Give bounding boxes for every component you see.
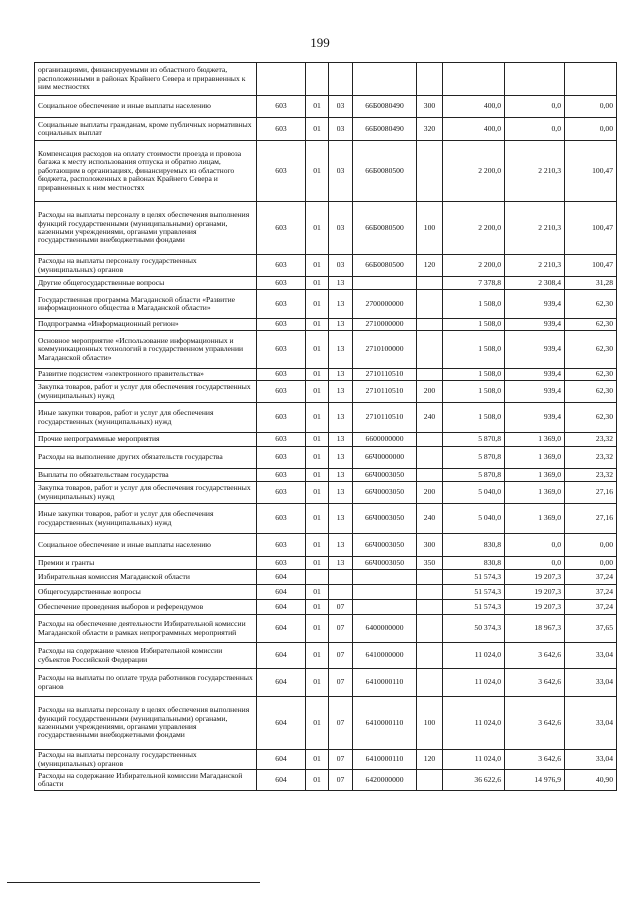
section-code: 01 [306,615,329,643]
subsection-code: 13 [329,557,353,570]
actual-amount: 0,0 [505,557,565,570]
row-name: Избирательная комиссия Магаданской области [35,570,257,585]
table-row [35,669,617,697]
table-row [35,600,617,615]
actual-amount: 939,4 [505,290,565,319]
row-name: Расходы на выплаты персоналу государственных (муниципальных) органов [35,750,257,770]
execution-percent: 23,32 [565,447,617,469]
execution-percent: 62,30 [565,319,617,331]
row-name: Подпрограмма «Информационный регион» [35,319,257,331]
table-row [35,63,617,96]
row-name: Социальное обеспечение и иные выплаты населению [35,534,257,557]
subsection-code: 03 [329,255,353,277]
expense-type-code [417,469,443,482]
row-name: Выплаты по обязательствам государства [35,469,257,482]
actual-amount: 18 967,3 [505,615,565,643]
planned-amount: 1 508,0 [443,331,505,369]
section-code: 01 [306,504,329,534]
planned-amount: 11 024,0 [443,669,505,697]
actual-amount: 0,0 [505,96,565,118]
section-code: 01 [306,433,329,447]
section-code [306,570,329,585]
actual-amount: 2 210,3 [505,141,565,202]
subsection-code: 07 [329,615,353,643]
expense-type-code: 240 [417,504,443,534]
actual-amount: 1 369,0 [505,447,565,469]
subsection-code: 13 [329,290,353,319]
execution-percent: 62,30 [565,369,617,381]
subsection-code: 13 [329,331,353,369]
subsection-code: 13 [329,277,353,290]
ved-code: 603 [257,482,306,504]
table-row [35,469,617,482]
actual-amount: 19 207,3 [505,600,565,615]
actual-amount: 939,4 [505,369,565,381]
expense-type-code: 200 [417,482,443,504]
target-article-code: 2700000000 [353,290,417,319]
section-code: 01 [306,381,329,403]
execution-percent: 62,30 [565,403,617,433]
row-name: Компенсация расходов на оплату стоимости проезда и провоза багажа к месту использования отпуска и обратно лицам, работающим в организациях, финансируемых из областного бюджета, расположенных в районах Крайнего Севера и приравненных к ним местностях [35,141,257,202]
table-row [35,277,617,290]
planned-amount: 1 508,0 [443,319,505,331]
planned-amount: 1 508,0 [443,369,505,381]
ved-code: 603 [257,469,306,482]
subsection-code: 03 [329,96,353,118]
row-name: Обеспечение проведения выборов и референдумов [35,600,257,615]
execution-percent: 23,32 [565,469,617,482]
ved-code: 603 [257,403,306,433]
actual-amount: 939,4 [505,403,565,433]
actual-amount: 1 369,0 [505,433,565,447]
expense-type-code: 350 [417,557,443,570]
table-row [35,141,617,202]
row-name: Иные закупки товаров, работ и услуг для обеспечения государственных (муниципальных) нужд [35,403,257,433]
row-name: Закупка товаров, работ и услуг для обеспечения государственных (муниципальных) нужд [35,482,257,504]
row-name: Расходы на содержание членов Избирательной комиссии субъектов Российской Федерации [35,643,257,669]
subsection-code: 07 [329,600,353,615]
expense-type-code: 300 [417,96,443,118]
subsection-code: 13 [329,447,353,469]
subsection-code [329,570,353,585]
row-name: Социальное обеспечение и иные выплаты населению [35,96,257,118]
section-code [306,63,329,96]
section-code: 01 [306,643,329,669]
planned-amount: 51 574,3 [443,585,505,600]
table-row [35,118,617,141]
subsection-code: 13 [329,319,353,331]
target-article-code: 2710110510 [353,403,417,433]
target-article-code: 6600000000 [353,433,417,447]
subsection-code: 13 [329,534,353,557]
section-code: 01 [306,585,329,600]
actual-amount: 14 976,9 [505,770,565,791]
target-article-code: 2710100000 [353,331,417,369]
ved-code: 603 [257,381,306,403]
ved-code: 604 [257,770,306,791]
target-article-code: 6400000000 [353,615,417,643]
subsection-code: 13 [329,504,353,534]
ved-code: 603 [257,557,306,570]
table-row [35,403,617,433]
expense-type-code [417,433,443,447]
row-name: Расходы на выплаты персоналу в целях обеспечения выполнения функций государственными (муниципальными) органами, казенными учреждениями, органами управления государственными внебюджетными фондами [35,202,257,255]
target-article-code: 6410000000 [353,643,417,669]
planned-amount: 5 870,8 [443,433,505,447]
subsection-code: 07 [329,697,353,750]
row-name: Прочие непрограммные мероприятия [35,433,257,447]
expense-type-code: 300 [417,534,443,557]
target-article-code [353,570,417,585]
section-code: 01 [306,770,329,791]
actual-amount: 1 369,0 [505,504,565,534]
ved-code: 603 [257,504,306,534]
actual-amount: 2 308,4 [505,277,565,290]
target-article-code [353,600,417,615]
table-row [35,202,617,255]
row-name: Социальные выплаты гражданам, кроме публичных нормативных социальных выплат [35,118,257,141]
actual-amount: 19 207,3 [505,570,565,585]
expense-type-code [417,319,443,331]
expense-type-code [417,369,443,381]
target-article-code: 66Ч0003050 [353,482,417,504]
table-row [35,319,617,331]
actual-amount: 3 642,6 [505,697,565,750]
planned-amount: 400,0 [443,118,505,141]
expense-type-code [417,447,443,469]
planned-amount: 5 040,0 [443,504,505,534]
subsection-code: 03 [329,141,353,202]
row-name: Расходы на обеспечение деятельности Избирательной комиссии Магаданской области в рамках непрограммных мероприятий [35,615,257,643]
row-name: организациями, финансируемыми из областного бюджета, расположенными в районах Крайнего Севера и приравненных к ним местностях [35,63,257,96]
planned-amount: 1 508,0 [443,403,505,433]
ved-code: 603 [257,96,306,118]
ved-code: 604 [257,585,306,600]
expense-type-code: 100 [417,202,443,255]
planned-amount: 51 574,3 [443,570,505,585]
ved-code: 603 [257,447,306,469]
subsection-code: 13 [329,482,353,504]
target-article-code: 6410000110 [353,750,417,770]
planned-amount [443,63,505,96]
table-row [35,255,617,277]
row-name: Государственная программа Магаданской области «Развитие информационного общества в Магаданской области» [35,290,257,319]
table-row [35,290,617,319]
target-article-code [353,585,417,600]
ved-code: 603 [257,255,306,277]
section-code: 01 [306,750,329,770]
row-name: Другие общегосударственные вопросы [35,277,257,290]
section-code: 01 [306,482,329,504]
subsection-code: 13 [329,369,353,381]
planned-amount: 2 200,0 [443,202,505,255]
section-code: 01 [306,557,329,570]
actual-amount: 2 210,3 [505,202,565,255]
expense-type-code [417,63,443,96]
table-row [35,482,617,504]
actual-amount: 3 642,6 [505,669,565,697]
footer-rule [7,882,260,883]
expense-type-code [417,585,443,600]
target-article-code: 2710000000 [353,319,417,331]
target-article-code: 6420000000 [353,770,417,791]
target-article-code: 66Б0080500 [353,202,417,255]
execution-percent [565,63,617,96]
ved-code: 604 [257,750,306,770]
table-row [35,369,617,381]
expense-type-code [417,290,443,319]
row-name: Иные закупки товаров, работ и услуг для обеспечения государственных (муниципальных) нужд [35,504,257,534]
ved-code: 604 [257,615,306,643]
planned-amount: 11 024,0 [443,750,505,770]
ved-code: 603 [257,277,306,290]
expense-type-code: 240 [417,403,443,433]
target-article-code: 66Ч0003050 [353,534,417,557]
execution-percent: 0,00 [565,118,617,141]
subsection-code: 13 [329,403,353,433]
planned-amount: 1 508,0 [443,290,505,319]
section-code: 01 [306,141,329,202]
execution-percent: 62,30 [565,290,617,319]
section-code: 01 [306,96,329,118]
actual-amount: 939,4 [505,381,565,403]
subsection-code: 13 [329,381,353,403]
section-code: 01 [306,369,329,381]
planned-amount: 830,8 [443,534,505,557]
execution-percent: 37,24 [565,600,617,615]
table-row [35,331,617,369]
ved-code: 603 [257,369,306,381]
section-code: 01 [306,600,329,615]
subsection-code [329,585,353,600]
expense-type-code [417,615,443,643]
ved-code: 603 [257,433,306,447]
expense-type-code: 120 [417,750,443,770]
expense-type-code [417,600,443,615]
ved-code: 603 [257,319,306,331]
ved-code: 603 [257,118,306,141]
execution-percent: 33,04 [565,697,617,750]
planned-amount: 830,8 [443,557,505,570]
actual-amount: 0,0 [505,118,565,141]
row-name: Расходы на выплаты персоналу государственных (муниципальных) органов [35,255,257,277]
row-name: Основное мероприятие «Использование информационных и коммуникационных технологий в государственном управлении Магаданской области» [35,331,257,369]
ved-code: 603 [257,331,306,369]
execution-percent: 100,47 [565,141,617,202]
section-code: 01 [306,290,329,319]
actual-amount: 939,4 [505,331,565,369]
subsection-code: 03 [329,118,353,141]
target-article-code: 66Ч0003050 [353,557,417,570]
section-code: 01 [306,669,329,697]
execution-percent: 0,00 [565,557,617,570]
expense-type-code [417,277,443,290]
execution-percent: 37,24 [565,585,617,600]
planned-amount: 1 508,0 [443,381,505,403]
target-article-code: 66Б0080490 [353,96,417,118]
section-code: 01 [306,469,329,482]
ved-code: 604 [257,669,306,697]
table-row [35,615,617,643]
expense-type-code: 100 [417,697,443,750]
expense-type-code [417,669,443,697]
section-code: 01 [306,447,329,469]
row-name: Расходы на выполнение других обязательств государства [35,447,257,469]
execution-percent: 100,47 [565,202,617,255]
ved-code: 604 [257,600,306,615]
ved-code: 603 [257,534,306,557]
page-number: 199 [310,35,330,50]
execution-percent: 62,30 [565,331,617,369]
ved-code: 603 [257,141,306,202]
table-row [35,585,617,600]
planned-amount: 2 200,0 [443,141,505,202]
expense-type-code: 120 [417,255,443,277]
planned-amount: 11 024,0 [443,643,505,669]
subsection-code: 07 [329,643,353,669]
execution-percent: 37,24 [565,570,617,585]
subsection-code: 03 [329,202,353,255]
subsection-code: 13 [329,433,353,447]
actual-amount: 3 642,6 [505,643,565,669]
target-article-code [353,277,417,290]
ved-code: 604 [257,570,306,585]
row-name: Расходы на содержание Избирательной комиссии Магаданской области [35,770,257,791]
execution-percent: 100,47 [565,255,617,277]
expense-type-code [417,770,443,791]
table-row [35,570,617,585]
target-article-code: 6410000110 [353,697,417,750]
section-code: 01 [306,202,329,255]
actual-amount: 19 207,3 [505,585,565,600]
execution-percent: 0,00 [565,534,617,557]
target-article-code: 6410000110 [353,669,417,697]
ved-code [257,63,306,96]
row-name: Развитие подсистем «электронного правительства» [35,369,257,381]
target-article-code: 66Ч0003050 [353,504,417,534]
ved-code: 603 [257,202,306,255]
execution-percent: 40,90 [565,770,617,791]
section-code: 01 [306,319,329,331]
table-row [35,697,617,750]
expense-type-code [417,570,443,585]
target-article-code: 66Ч0003050 [353,469,417,482]
planned-amount: 5 870,8 [443,447,505,469]
expense-type-code [417,331,443,369]
execution-percent: 27,16 [565,482,617,504]
section-code: 01 [306,403,329,433]
target-article-code: 66Б0080490 [353,118,417,141]
section-code: 01 [306,534,329,557]
table-row [35,770,617,791]
table-row [35,381,617,403]
execution-percent: 37,65 [565,615,617,643]
actual-amount: 1 369,0 [505,469,565,482]
target-article-code: 66Ч0000000 [353,447,417,469]
planned-amount: 11 024,0 [443,697,505,750]
table-row [35,447,617,469]
actual-amount: 939,4 [505,319,565,331]
subsection-code: 07 [329,770,353,791]
planned-amount: 5 870,8 [443,469,505,482]
execution-percent: 62,30 [565,381,617,403]
actual-amount [505,63,565,96]
execution-percent: 33,04 [565,750,617,770]
section-code: 01 [306,277,329,290]
planned-amount: 51 574,3 [443,600,505,615]
subsection-code [329,63,353,96]
row-name: Премии и гранты [35,557,257,570]
row-name: Общегосударственные вопросы [35,585,257,600]
table-row [35,534,617,557]
execution-percent: 23,32 [565,433,617,447]
execution-percent: 33,04 [565,643,617,669]
target-article-code [353,63,417,96]
row-name: Расходы на выплаты персоналу в целях обеспечения выполнения функций государственными (муниципальными) органами, казенными учреждениями, органами управления государственными внебюджетными фондами [35,697,257,750]
planned-amount: 2 200,0 [443,255,505,277]
ved-code: 604 [257,697,306,750]
table-row [35,643,617,669]
table-row [35,433,617,447]
section-code: 01 [306,331,329,369]
target-article-code: 66Б0080500 [353,255,417,277]
table-row [35,96,617,118]
row-name: Расходы на выплаты по оплате труда работников государственных органов [35,669,257,697]
target-article-code: 2710110510 [353,381,417,403]
table-row [35,750,617,770]
expense-type-code [417,141,443,202]
subsection-code: 07 [329,669,353,697]
section-code: 01 [306,255,329,277]
section-code: 01 [306,697,329,750]
execution-percent: 0,00 [565,96,617,118]
budget-table [34,62,617,791]
planned-amount: 5 040,0 [443,482,505,504]
planned-amount: 36 622,6 [443,770,505,791]
target-article-code: 66Б0080500 [353,141,417,202]
actual-amount: 1 369,0 [505,482,565,504]
expense-type-code: 200 [417,381,443,403]
actual-amount: 3 642,6 [505,750,565,770]
actual-amount: 0,0 [505,534,565,557]
row-name: Закупка товаров, работ и услуг для обеспечения государственных (муниципальных) нужд [35,381,257,403]
planned-amount: 400,0 [443,96,505,118]
subsection-code: 13 [329,469,353,482]
ved-code: 604 [257,643,306,669]
planned-amount: 50 374,3 [443,615,505,643]
execution-percent: 31,28 [565,277,617,290]
planned-amount: 7 378,8 [443,277,505,290]
subsection-code: 07 [329,750,353,770]
expense-type-code [417,643,443,669]
table-row [35,504,617,534]
table-row [35,557,617,570]
target-article-code: 2710110510 [353,369,417,381]
expense-type-code: 320 [417,118,443,141]
actual-amount: 2 210,3 [505,255,565,277]
ved-code: 603 [257,290,306,319]
section-code: 01 [306,118,329,141]
execution-percent: 27,16 [565,504,617,534]
execution-percent: 33,04 [565,669,617,697]
